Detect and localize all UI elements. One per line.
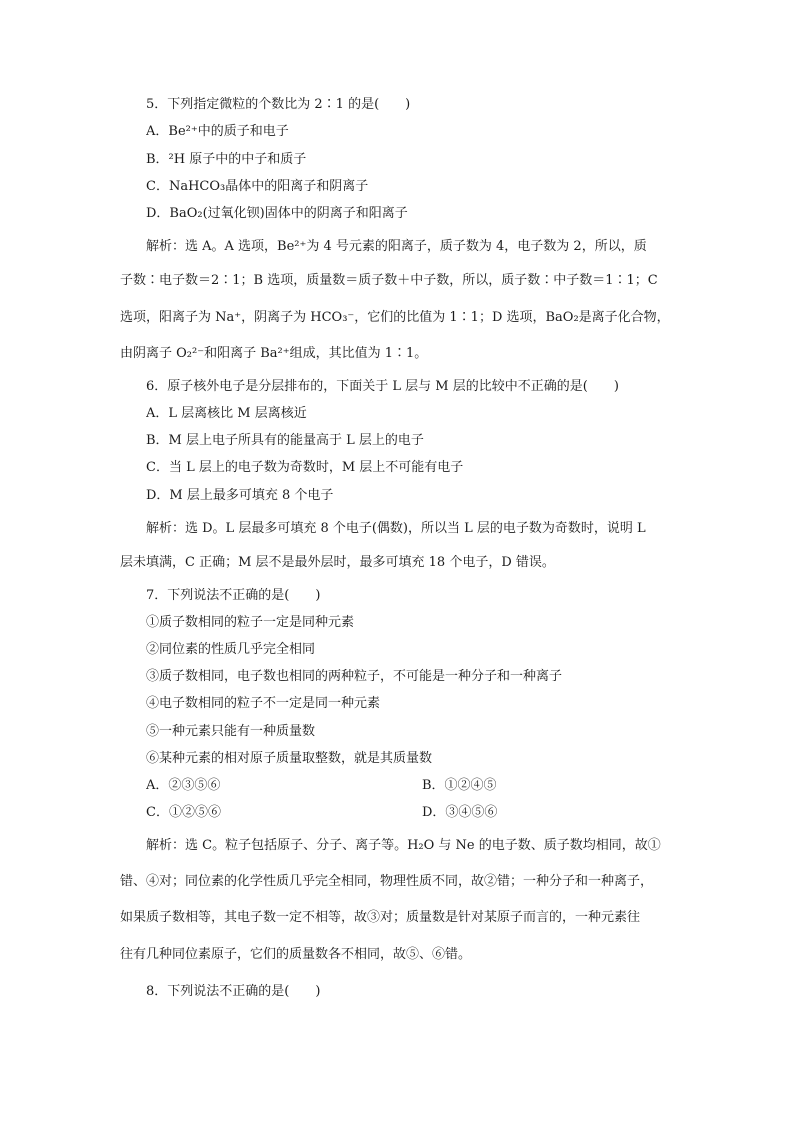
q7-statement-1: ①质子数相同的粒子一定是同种元素	[146, 615, 355, 630]
q8-stem: 8．下列说法不正确的是( )	[146, 984, 321, 999]
q7-stem: 7．下列说法不正确的是( )	[146, 588, 321, 603]
q5-option-a: A．Be²⁺中的质子和电子	[146, 124, 289, 139]
q6-option-d: D．M 层上最多可填充 8 个电子	[146, 488, 334, 503]
q7-statement-3: ③质子数相同，电子数也相同的两种粒子，不可能是一种分子和一种离子	[146, 669, 563, 684]
q5-option-d: D．BaO₂(过氧化钡)固体中的阴离子和阳离子	[146, 206, 408, 221]
q6-option-b: B．M 层上电子所具有的能量高于 L 层上的电子	[146, 433, 424, 448]
q7-option-a: A．②③⑤⑥	[146, 778, 221, 793]
q7-option-b: B．①②④⑤	[422, 778, 497, 793]
q7-explanation-line-4: 往有几种同位素原子，它们的质量数各不相同，故⑤、⑥错。	[120, 947, 472, 962]
q5-option-c: C．NaHCO₃晶体中的阳离子和阴离子	[146, 179, 369, 194]
q5-explanation-line-1: 解析：选 A。A 选项，Be²⁺为 4 号元素的阳离子，质子数为 4，电子数为 2，所以，质	[146, 239, 647, 254]
q7-statement-6: ⑥某种元素的相对原子质量取整数，就是其质量数	[146, 751, 433, 766]
q6-explanation-line-1: 解析：选 D。L 层最多可填充 8 个电子(偶数)，所以当 L 层的电子数为奇数时，说明 L	[146, 521, 646, 536]
q7-explanation-line-2: 错、④对；同位素的化学性质几乎完全相同，物理性质不同，故②错；一种分子和一种离子，	[120, 874, 654, 889]
q6-explanation-line-2: 层未填满，C 正确；M 层不是最外层时，最多可填充 18 个电子，D 错误。	[120, 555, 555, 570]
q7-statement-4: ④电子数相同的粒子不一定是同一种元素	[146, 696, 381, 711]
q5-stem: 5．下列指定微粒的个数比为 2∶1 的是( )	[146, 97, 411, 112]
q7-option-c: C．①②⑤⑥	[146, 805, 221, 820]
q5-explanation-line-4: 由阴离子 O₂²⁻和阳离子 Ba²⁺组成，其比值为 1∶1。	[120, 346, 428, 361]
q6-stem: 6．原子核外电子是分层排布的，下面关于 L 层与 M 层的比较中不正确的是( )	[146, 379, 619, 394]
q5-explanation-line-2: 子数∶电子数＝2∶1；B 选项，质量数＝质子数＋中子数，所以，质子数∶中子数＝1∶1；C	[120, 273, 658, 288]
q7-explanation-line-3: 如果质子数相等，其电子数一定不相等，故③对；质量数是针对某原子而言的，一种元素往	[120, 910, 641, 925]
q7-option-d: D．③④⑤⑥	[422, 805, 498, 820]
q7-explanation-line-1: 解析：选 C。粒子包括原子、分子、离子等。H₂O 与 Ne 的电子数、质子数均相同，故①	[146, 838, 661, 853]
q7-statement-2: ②同位素的性质几乎完全相同	[146, 642, 316, 657]
q6-option-c: C．当 L 层上的电子数为奇数时，M 层上不可能有电子	[146, 460, 464, 475]
q7-statement-5: ⑤一种元素只能有一种质量数	[146, 724, 316, 739]
q5-explanation-line-3: 选项，阳离子为 Na⁺，阴离子为 HCO₃⁻，它们的比值为 1∶1；D 选项，BaO₂是离子化合物，	[120, 310, 670, 325]
q6-option-a: A．L 层离核比 M 层离核近	[146, 406, 307, 421]
q5-option-b: B．²H 原子中的中子和质子	[146, 152, 307, 167]
